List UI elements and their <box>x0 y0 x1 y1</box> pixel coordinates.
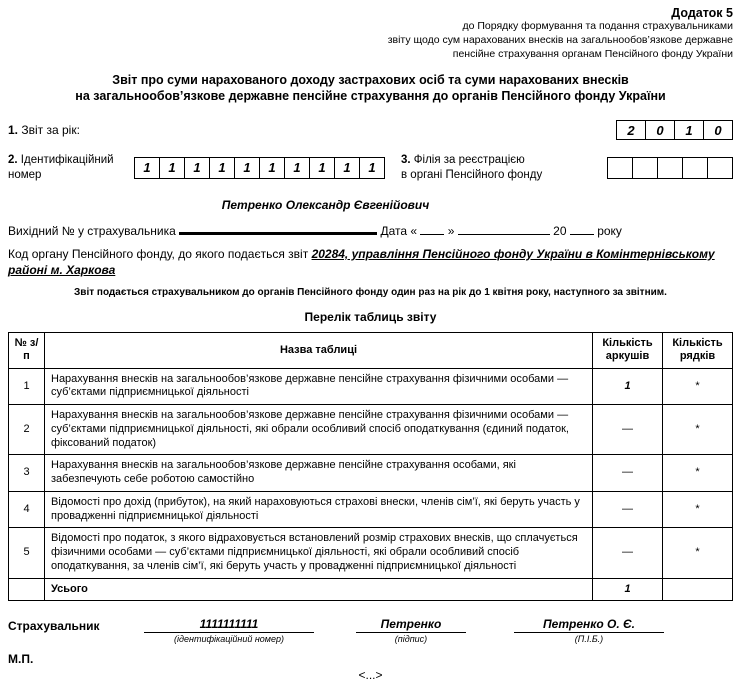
identification-number-index: 2. <box>8 154 18 167</box>
table-total-row <box>9 578 733 601</box>
row-number-cell: 2 <box>9 405 45 455</box>
col-header-rows: Кількість рядків <box>663 333 733 368</box>
year-digit-box: 0 <box>645 120 675 140</box>
outgoing-number-row <box>8 224 733 240</box>
form-title-line: Звіт про суми нарахованого доходу застрахових осіб та суми нарахованих внесків <box>112 72 629 87</box>
rows-count-cell: * <box>663 528 733 578</box>
branch-label-text-1: Філія за реєстрацією <box>413 154 525 167</box>
pension-code-value: 20284, управління Пенсійного фонду України в Комінтернівському районі м. Харкова <box>8 246 715 278</box>
branch-digit-box <box>682 157 708 179</box>
table-name-cell: Відомості про дохід (прибуток), на який нараховуються страхові внески, членів сім’ї, які беруть участь у провадженні підприємницької діяльності <box>45 491 593 528</box>
insurer-id-value: 1111111111 <box>144 617 314 633</box>
sheets-count-cell: 1 <box>593 368 663 405</box>
submission-note: Звіт подається страхувальником до органів Пенсійного фонду один раз на рік до 1 квітня року, наступного за звітним. <box>74 287 667 299</box>
form-instruction-line: пенсійне страхування органам Пенсійного фонду України <box>452 47 733 60</box>
insured-person-name: Петренко Олександр Євгенійович <box>221 198 430 213</box>
year-digit-box: 2 <box>616 120 646 140</box>
tables-list <box>8 332 733 601</box>
branch-label-text-2: в органі Пенсійного фонду <box>401 168 543 181</box>
total-label-cell: Усього <box>45 578 593 601</box>
id-digit-box: 1 <box>259 157 285 179</box>
rows-count-cell: * <box>663 368 733 405</box>
report-year-number: 1. <box>8 123 19 138</box>
pension-code-row <box>8 246 733 280</box>
table-row <box>9 455 733 492</box>
id-digit-box: 1 <box>184 157 210 179</box>
signature-block <box>8 617 733 644</box>
outgoing-number-label: Вихідний № у страхувальника <box>8 224 176 239</box>
identification-number-label <box>8 153 134 182</box>
sheets-count-cell: — <box>593 405 663 455</box>
total-sheets-cell: 1 <box>593 578 663 601</box>
branch-label-index: 3. <box>401 154 411 167</box>
branch-label <box>401 153 542 182</box>
form-instruction-line: до Порядку формування та подання страхувальниками <box>462 20 733 32</box>
insurer-label: Страхувальник <box>8 619 100 634</box>
report-year-boxes <box>616 120 733 140</box>
date-year-line <box>570 234 594 235</box>
continuation-marker: <...> <box>358 668 383 683</box>
col-header-number: № з/п <box>9 333 45 368</box>
identification-row <box>8 153 733 182</box>
id-digit-box: 1 <box>209 157 235 179</box>
rows-count-cell: * <box>663 405 733 455</box>
form-instruction-line: звіту щодо сум нарахованих внесків на загальнообов’язкове державне <box>387 33 733 46</box>
col-header-table-name: Назва таблиці <box>45 333 593 368</box>
id-digit-box: 1 <box>134 157 160 179</box>
branch-digit-box <box>657 157 683 179</box>
branch-digit-box <box>607 157 633 179</box>
identification-number-text-1: Ідентифікаційний <box>20 154 114 167</box>
id-digit-box: 1 <box>234 157 260 179</box>
table-name-cell: Нарахування внесків на загальнообов’язкове державне пенсійне страхування фізичними особами — суб’єктами підприємницької діяльності, які обрали особливий спосіб оподаткування (єдиний податок, фіксований податок) <box>45 405 593 455</box>
id-digit-box: 1 <box>334 157 360 179</box>
col-header-sheets: Кількість аркушів <box>593 333 663 368</box>
table-row <box>9 528 733 578</box>
date-year-prefix: 20 <box>553 224 567 239</box>
identification-number-text-2: номер <box>8 168 42 181</box>
fullname-value: Петренко О. Є. <box>514 617 664 633</box>
date-month-line <box>458 234 550 235</box>
identification-number-boxes <box>134 157 385 179</box>
table-name-cell: Відомості про податок, з якого відраховується встановлений розмір страхових внесків, що сплачується фізичними особами — суб’єктами підприємницької діяльності, які обрали особливий спосіб оподаткування, за членів сім’ї, які беруть участь у провадженні підприємницької діяльності <box>45 528 593 578</box>
signature-field <box>356 617 466 644</box>
insurer-id-field <box>144 617 314 644</box>
branch-digit-box <box>707 157 733 179</box>
insurer-id-caption: (ідентифікаційний номер) <box>174 634 284 645</box>
date-roku-label: року <box>597 224 622 239</box>
form-title <box>8 72 733 106</box>
branch-digit-box <box>632 157 658 179</box>
signature-caption: (підпис) <box>394 634 428 645</box>
id-digit-box: 1 <box>284 157 310 179</box>
total-empty-cell <box>9 578 45 601</box>
table-header-row <box>9 333 733 368</box>
branch-boxes <box>607 157 733 179</box>
row-number-cell: 1 <box>9 368 45 405</box>
table-name-cell: Нарахування внесків на загальнообов’язкове державне пенсійне страхування особами, які забезпечують себе роботою самостійно <box>45 455 593 492</box>
fullname-field <box>514 617 664 644</box>
sheets-count-cell: — <box>593 491 663 528</box>
table-name-cell: Нарахування внесків на загальнообов’язкове державне пенсійне страхування фізичними особами — суб’єктами підприємницької діяльності <box>45 368 593 405</box>
table-row <box>9 368 733 405</box>
sheets-count-cell: — <box>593 455 663 492</box>
id-digit-box: 1 <box>309 157 335 179</box>
id-digit-box: 1 <box>159 157 185 179</box>
id-digit-box: 1 <box>359 157 385 179</box>
table-row <box>9 405 733 455</box>
rows-count-cell: * <box>663 491 733 528</box>
row-number-cell: 5 <box>9 528 45 578</box>
report-year-text: Звіт за рік: <box>21 123 80 138</box>
report-year-label <box>8 123 80 137</box>
rows-count-cell: * <box>663 455 733 492</box>
outgoing-number-line <box>179 232 377 235</box>
date-day-line <box>420 234 444 235</box>
sheets-count-cell: — <box>593 528 663 578</box>
fullname-caption: (П.І.Б.) <box>574 634 604 645</box>
form-title-line: на загальнообов’язкове державне пенсійне страхування до органів Пенсійного фонду України <box>75 89 666 104</box>
pension-code-label: Код органу Пенсійного фонду, до якого подається звіт <box>8 246 309 261</box>
row-number-cell: 3 <box>9 455 45 492</box>
table-row <box>9 491 733 528</box>
tables-list-title: Перелік таблиць звіту <box>304 310 437 325</box>
seal-label: М.П. <box>8 652 34 667</box>
report-year-row <box>8 120 733 140</box>
date-close-quote: » <box>447 224 455 239</box>
date-label: Дата « <box>380 224 418 239</box>
signature-value: Петренко <box>356 617 466 633</box>
year-digit-box: 1 <box>674 120 704 140</box>
appendix-label: Додаток 5 <box>671 6 733 20</box>
total-rows-cell <box>663 578 733 601</box>
row-number-cell: 4 <box>9 491 45 528</box>
year-digit-box: 0 <box>703 120 733 140</box>
